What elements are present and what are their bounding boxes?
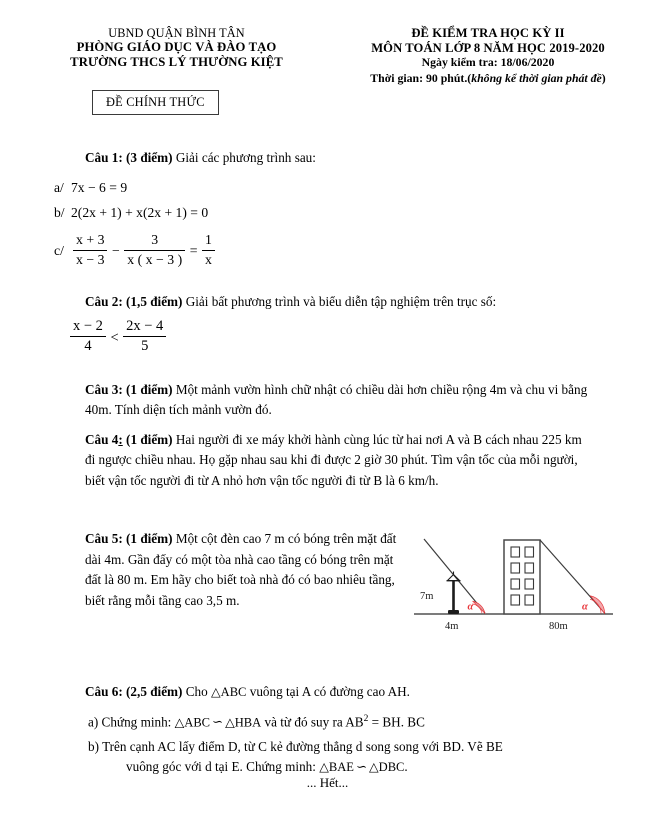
question-5-text: Một cột đèn cao 7 m có bóng trên mặt đất dài 4m. Gần đấy có một tòa nhà cao tầng có bóng trên mặt đất là 80 m. Em hãy cho biết toà nhà đó có bao nhiêu tầng, biết rằng mỗi tầng cao 3,5 m. (85, 531, 397, 608)
question-1b (0, 200, 647, 225)
question-5 (0, 529, 647, 638)
question-4-points: (1 điểm) (122, 431, 173, 447)
question-6b-text-2: . (404, 759, 408, 775)
fraction-numerator: x + 3 (73, 232, 107, 250)
question-6b-triangle-2: △DBC (369, 760, 405, 775)
question-2-prompt: Giải bất phương trình và biểu diễn tập nghiệm trên trục số: (185, 294, 497, 310)
question-4-colon: : (118, 431, 123, 447)
building-window (511, 579, 520, 589)
duration-suffix: ) (601, 70, 606, 85)
question-1b-equation: 2(2x + 1) + x(2x + 1) = 0 (71, 204, 209, 220)
question-1-prompt: Giải các phương trình sau: (175, 150, 316, 165)
question-1c (0, 225, 647, 271)
end-marker: ... Hết... (306, 775, 349, 790)
header-right-block (335, 26, 647, 86)
question-1c-equals-operator: = (189, 243, 198, 259)
fraction-denominator: x ( x − 3 ) (127, 251, 183, 267)
building-window (511, 563, 520, 573)
question-6-prompt-part1: Cho (185, 684, 212, 700)
angle-label-right: α (582, 601, 588, 613)
question-6a-text-2: và từ đó suy ra AB (261, 714, 364, 730)
question-6b (0, 733, 647, 778)
question-6 (0, 682, 647, 703)
question-4-number: Câu 4 (85, 431, 119, 447)
question-6a (0, 703, 647, 733)
question-1b-tag: b/ (54, 204, 65, 220)
lamp-height-label: 7m (420, 591, 434, 603)
question-5-label: Câu 5: (1 điểm) (85, 531, 173, 547)
question-2-inequality (0, 313, 647, 358)
question-6b-similar-symbol: ∽ (355, 759, 368, 775)
question-6-triangle-abc: △ABC (211, 685, 247, 700)
duration-prefix: Thời gian: 90 phút.( (370, 70, 472, 85)
fraction-denominator: x (204, 251, 212, 267)
sun-ray-right (540, 540, 605, 613)
question-3-label: Câu 3: (1 điểm) (85, 381, 173, 397)
question-6a-text-3: = BH. BC (368, 714, 425, 730)
question-6a-exponent: 2 (363, 713, 369, 724)
question-2-relation-operator: < (110, 330, 119, 347)
building-outline (504, 540, 540, 614)
building-window (511, 547, 520, 557)
building-window (525, 595, 534, 605)
fraction-numerator: 2x − 4 (123, 318, 166, 337)
shadow-geometry-diagram (412, 521, 615, 633)
question-2 (0, 292, 647, 313)
lamp-post-base (448, 610, 459, 614)
angle-marker-right (590, 596, 604, 614)
question-6a-similar-symbol: ∽ (212, 714, 224, 730)
question-5-text-column (85, 529, 403, 611)
lamp-post-pole (452, 581, 455, 614)
question-1c-fraction-3 (202, 232, 215, 268)
fraction-numerator: x − 2 (70, 318, 106, 337)
question-6a-triangle-1: △ABC (174, 715, 211, 730)
fraction-numerator: 3 (124, 232, 185, 250)
question-6b-triangle-1: △BAE (319, 760, 354, 775)
question-3 (0, 380, 647, 421)
question-1 (0, 148, 647, 169)
question-1c-tag: c/ (54, 243, 64, 259)
building-window (525, 563, 534, 573)
question-6b-text-1: vuông góc với d tại E. Chứng minh: (126, 759, 320, 775)
exam-subject-line: MÔN TOÁN LỚP 8 NĂM HỌC 2019-2020 (371, 40, 605, 55)
question-6a-text-1: Chứng minh: (101, 714, 175, 730)
question-6a-triangle-2: △HBA (225, 715, 262, 730)
question-6-label: Câu 6: (2,5 điểm) (85, 684, 183, 700)
question-6-prompt-part2: vuông tại A có đường cao AH. (246, 684, 410, 700)
fraction-denominator: 5 (141, 338, 149, 355)
question-5-figure (412, 521, 615, 638)
building-window (525, 579, 534, 589)
question-1a-tag: a/ (54, 179, 64, 195)
official-exam-stamp: ĐỀ CHÍNH THỨC (92, 90, 219, 115)
question-4-label (85, 432, 173, 447)
building-window (525, 547, 534, 557)
question-3-text: Một mảnh vườn hình chữ nhật có chiều dài hơn chiều rộng 4m và chu vi bằng 40m. Tính diện tích mảnh vườn đó. (85, 381, 588, 418)
fraction-denominator: x − 3 (76, 251, 105, 267)
question-1-label: Câu 1: (3 điểm) (85, 150, 173, 165)
question-6b-line1: Trên cạnh AC lấy điểm D, từ C kẻ đường thẳng d song song với BD. Vẽ BE (102, 738, 503, 754)
fraction-denominator: 4 (84, 338, 92, 355)
duration-note: không kể thời gian phát đề (471, 70, 602, 85)
question-1a (0, 169, 647, 200)
question-2-fraction-right (123, 318, 166, 355)
question-2-fraction-left (70, 318, 106, 355)
exam-title-line: ĐỀ KIỂM TRA HỌC KỲ II (411, 26, 565, 40)
question-1c-fraction-2 (124, 232, 185, 268)
question-2-label: Câu 2: (1,5 điểm) (85, 294, 183, 310)
exam-content (0, 148, 647, 778)
education-department-line: PHÒNG GIÁO DỤC VÀ ĐÀO TẠO (76, 40, 277, 55)
question-1c-minus-operator: − (111, 243, 120, 259)
question-1a-equation: 7x − 6 = 9 (71, 179, 128, 195)
question-4 (0, 430, 647, 492)
question-1c-fraction-1 (73, 232, 107, 268)
building-shadow-label: 80m (549, 621, 568, 633)
exam-date-line: Ngày kiểm tra: 18/06/2020 (421, 55, 555, 70)
fraction-numerator: 1 (202, 232, 215, 250)
district-authority-line: UBND QUẬN BÌNH TÂN (108, 26, 245, 40)
document-header (0, 0, 647, 86)
document-footer (0, 775, 647, 791)
school-name-line: TRƯỜNG THCS LÝ THƯỜNG KIỆT (70, 55, 283, 69)
question-6a-tag: a) (88, 714, 99, 730)
angle-label-left: α (467, 601, 474, 613)
building-window (511, 595, 520, 605)
lamp-shadow-label: 4m (445, 621, 459, 633)
exam-duration-line (335, 71, 641, 86)
question-6b-tag: b) (88, 738, 99, 754)
question-4-text: Hai người đi xe máy khởi hành cùng lúc từ hai nơi A và B cách nhau 225 km đi ngược chiều nhau. Họ gặp nhau sau khi đi được 2 giờ 30 phút. Tìm vận tốc của mỗi người, biết vận tốc người đi từ A nhỏ hơn vận tốc người đi từ B là 6 km/h. (85, 431, 582, 488)
header-left-block (0, 26, 335, 86)
